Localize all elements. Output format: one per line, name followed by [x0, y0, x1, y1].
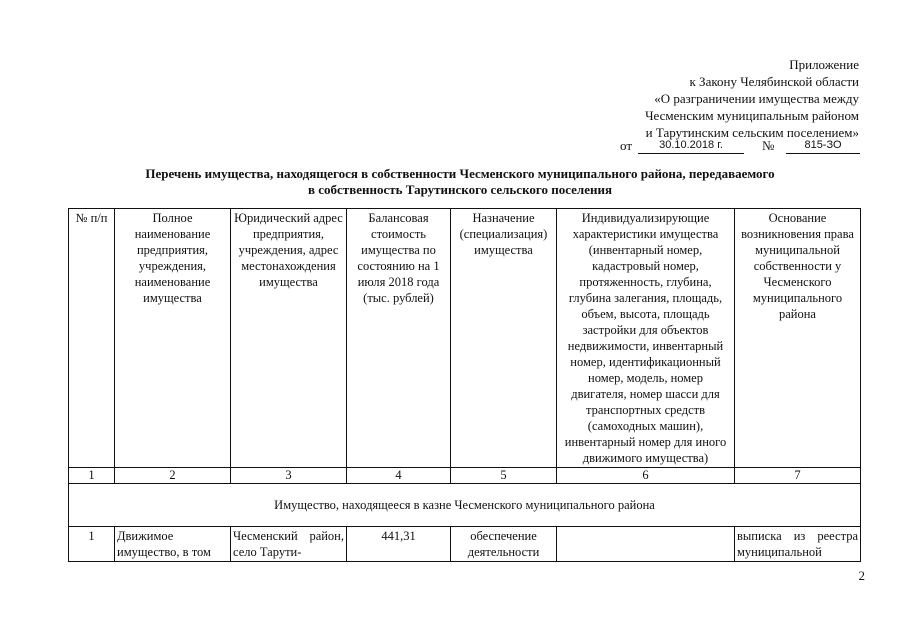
column-number: 1 — [69, 468, 115, 484]
appendix-line: Приложение — [789, 57, 859, 72]
header-num: № п/п — [69, 209, 115, 468]
column-number-row — [69, 468, 861, 484]
column-number: 4 — [347, 468, 451, 484]
header-purpose: Назначение (специализация) имущества — [451, 209, 557, 468]
section-title: Имущество, находящееся в казне Чесменского муниципального района — [69, 484, 861, 527]
appendix-line: к Закону Челябинской области — [689, 74, 859, 89]
header-address: Юридический адрес предприятия, учреждения, адрес местонахождения имущества — [231, 209, 347, 468]
cell-basis: выписка из реестра муниципальной — [735, 527, 861, 562]
cell-name: Движимое имущество, в том — [115, 527, 231, 562]
law-date: 30.10.2018 г. — [638, 138, 744, 154]
appendix-block — [529, 56, 859, 141]
law-number: 815-ЗО — [786, 138, 860, 154]
document-title — [60, 166, 860, 198]
cell-address: Чесменский район, село Тарути- — [231, 527, 347, 562]
cell-characteristics — [557, 527, 735, 562]
header-name: Полное наименование предприятия, учреждения, наименование имущества — [115, 209, 231, 468]
page-number: 2 — [858, 568, 865, 583]
section-row — [69, 484, 861, 527]
appendix-line: и Тарутинским сельским поселением» — [645, 125, 859, 140]
number-label: № — [762, 138, 775, 153]
from-label: от — [620, 138, 633, 153]
cell-value: 441,31 — [347, 527, 451, 562]
property-table — [68, 208, 861, 562]
column-number: 3 — [231, 468, 347, 484]
appendix-line: «О разграничении имущества между — [654, 91, 859, 106]
cell-purpose: обеспечение деятельности — [451, 527, 557, 562]
column-number: 2 — [115, 468, 231, 484]
column-number: 6 — [557, 468, 735, 484]
cell-num: 1 — [69, 527, 115, 562]
header-value: Балансовая стоимость имущества по состоянию на 1 июля 2018 года (тыс. рублей) — [347, 209, 451, 468]
header-characteristics: Индивидуализирующие характеристики имущества (инвентарный номер, кадастровый номер, протяженность, глубина, глубина залегания, площадь, объем, высота, площадь застройки для объектов недвижимости, инвентарный номер, идентификационный номер, модель, номер двигателя, номер шасси для транспортных средств (самоходных машин), инвентарный номер для иного движимого имущества) — [557, 209, 735, 468]
column-number: 5 — [451, 468, 557, 484]
law-signature-line — [620, 138, 860, 156]
header-row — [69, 209, 861, 468]
appendix-line: Чесменским муниципальным районом — [645, 108, 859, 123]
title-line-2: в собственность Тарутинского сельского поселения — [308, 182, 612, 197]
column-number: 7 — [735, 468, 861, 484]
title-line-1: Перечень имущества, находящегося в собственности Чесменского муниципального района, передаваемого — [145, 166, 775, 181]
header-basis: Основание возникновения права муниципальной собственности у Чесменского муниципального района — [735, 209, 861, 468]
table-row — [69, 527, 861, 562]
